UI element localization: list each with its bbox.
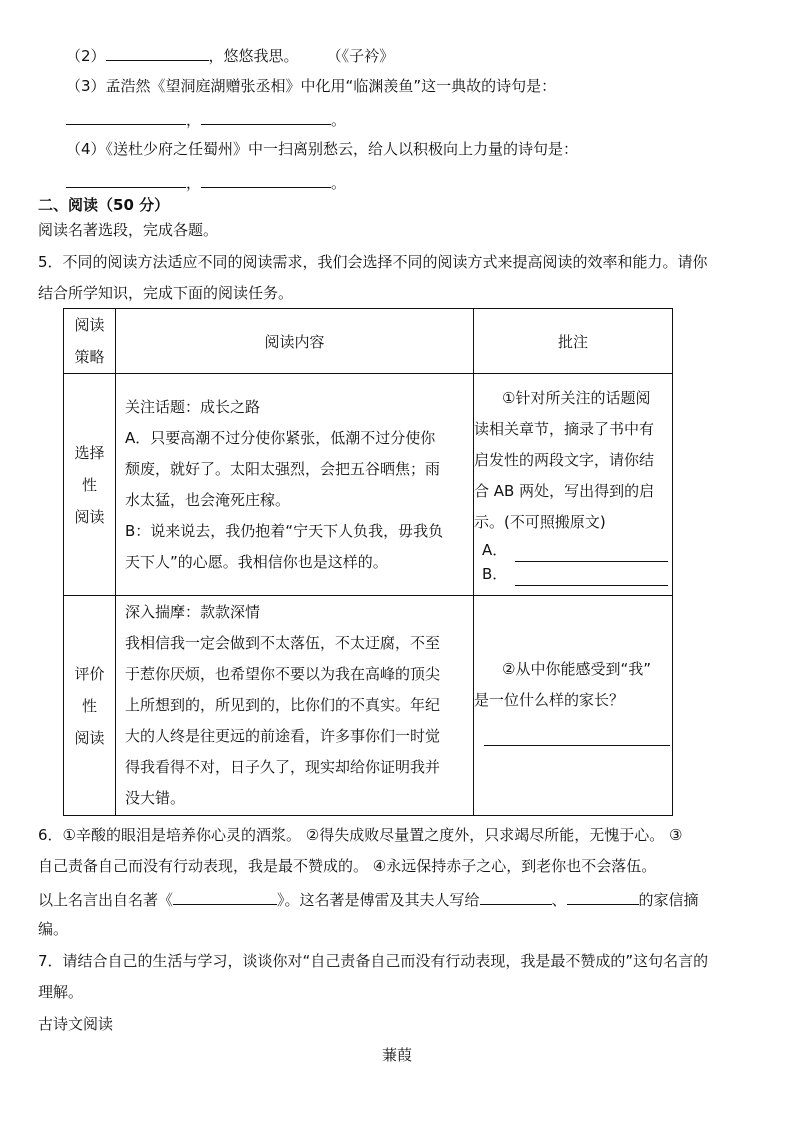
row2-strategy (64, 596, 116, 816)
question-6-line3 (38, 888, 699, 910)
content-line: 没大错。 (125, 789, 186, 807)
question-7-line1: 7．请结合自己的生活与学习，谈谈你对“自己责备自己而没有行动表现，我是最不赞成的”这句名言的 (38, 952, 709, 970)
q6-text: 》。这名著是傅雷及其夫人写给 (277, 891, 480, 909)
reading-task-table (63, 308, 673, 816)
section-2-intro: 阅读名著选段，完成各题。 (38, 221, 219, 239)
content-line: 关注话题：成长之路 (125, 397, 261, 416)
content-line: 深入揣摩：款款深情 (125, 603, 261, 621)
question-3-answer (66, 108, 346, 130)
answer-blank[interactable] (480, 888, 552, 905)
answer-blank[interactable] (173, 888, 277, 905)
note-b-label: B． (482, 565, 508, 583)
note-a-label: A． (482, 541, 508, 559)
q6-text: 的家信摘 (638, 891, 699, 909)
note-line: 示。(不可照搬原文) (474, 513, 606, 531)
content-line: 上所想到的，所见到的，比你们的不真实。年纪 (125, 696, 441, 714)
poem-title: 蒹葭 (381, 1046, 412, 1064)
row2-strategy-line: 性 (81, 696, 97, 715)
q2-number: （2） (66, 47, 106, 65)
answer-blank[interactable] (567, 888, 639, 905)
section-2-title: 二、阅读（50 分） (38, 196, 170, 214)
answer-blank[interactable] (66, 108, 186, 125)
content-line: 天下人”的心愿。我相信你也是这样的。 (125, 552, 388, 571)
row2-note (474, 596, 673, 816)
note-answer-b (474, 562, 670, 586)
header-content: 阅读内容 (116, 309, 474, 374)
header-strategy-line2: 策略 (74, 348, 105, 366)
content-line: A．只要高潮不过分使你紧张，低潮不过分使你 (125, 428, 436, 447)
content-line: 颓废，就好了。太阳太强烈，会把五谷晒焦；雨 (125, 459, 441, 478)
row1-content (116, 374, 474, 596)
question-6-line2: 自己责备自己而没有行动表现，我是最不赞成的。 ④永远保持赤子之心，到老你也不会落伍。 (38, 857, 657, 875)
answer-blank[interactable] (515, 545, 668, 562)
answer-blank[interactable] (515, 569, 668, 586)
row2-content (116, 596, 474, 816)
header-strategy-line1: 阅读 (74, 316, 105, 334)
row1-strategy (64, 374, 116, 596)
row1-strategy-line: 性 (81, 475, 97, 494)
row2-strategy-line: 评价 (74, 664, 105, 683)
content-line: 我相信我一定会做到不太落伍，不太迂腐，不至 (125, 634, 441, 652)
poetry-heading: 古诗文阅读 (38, 1015, 114, 1033)
question-6-line1: 6．①辛酸的眼泪是培养你心灵的酒浆。 ②得失成败尽量置之度外，只求竭尽所能，无愧于心。 ③ (38, 826, 683, 844)
answer-blank[interactable] (484, 729, 670, 746)
content-line: B：说来说去，我仍抱着“宁天下人负我，毋我负 (125, 521, 444, 540)
q6-text: 以上名言出自名著《 (38, 891, 174, 909)
answer-blank[interactable] (66, 171, 186, 188)
period: 。 (331, 174, 347, 192)
note-line: 读相关章节，摘录了书中有 (474, 420, 655, 438)
note-line: 是一位什么样的家长？ (474, 691, 625, 709)
period: 。 (331, 111, 347, 129)
q2-source: （《子衿》 (326, 47, 395, 65)
header-strategy (64, 309, 116, 374)
question-5-line2: 结合所学知识，完成下面的阅读任务。 (38, 284, 294, 302)
note-line: 合 AB 两处，写出得到的启 (474, 482, 655, 500)
note-line: 启发性的两段文字，请你结 (474, 451, 655, 469)
note-line: ①针对所关注的话题阅 (502, 389, 651, 407)
header-note: 批注 (474, 309, 673, 374)
question-5-line1: 5．不同的阅读方法适应不同的阅读需求，我们会选择不同的阅读方式来提高阅读的效率和能力。请你 (38, 253, 708, 271)
question-6-line4: 编。 (38, 920, 69, 938)
question-4-answer (66, 171, 346, 193)
content-line: 于惹你厌烦，也希望你不要以为我在高峰的顶尖 (125, 665, 441, 683)
comma: ， (186, 111, 202, 129)
row1-strategy-line: 阅读 (74, 507, 105, 526)
note-answer-a (474, 538, 670, 562)
answer-blank[interactable] (106, 44, 209, 61)
content-line: 水太猛，也会淹死庄稼。 (125, 490, 291, 509)
row2-strategy-line: 阅读 (74, 728, 105, 747)
content-line: 大的人终是往更远的前途看，许多事你们一时觉 (125, 727, 441, 745)
question-7-line2: 理解。 (38, 983, 84, 1001)
question-4-prompt: （4）《送杜少府之任蜀州》中一扫离别愁云，给人以积极向上力量的诗句是： (66, 140, 579, 158)
row1-note (474, 374, 673, 596)
q2-tail: ，悠悠我思。 (208, 47, 299, 65)
content-line: 得我看得不对，日子久了，现实却给你证明我并 (125, 758, 441, 776)
note-line: ②从中你能感受到“我” (502, 660, 651, 678)
q6-text: 、 (551, 891, 567, 909)
row1-strategy-line: 选择 (74, 443, 105, 462)
answer-blank[interactable] (201, 108, 331, 125)
question-2 (66, 44, 394, 66)
comma: ， (186, 174, 202, 192)
question-3-prompt: （3）孟浩然《望洞庭湖赠张丞相》中化用“临渊羡鱼”这一典故的诗句是： (66, 77, 557, 95)
answer-blank[interactable] (201, 171, 331, 188)
